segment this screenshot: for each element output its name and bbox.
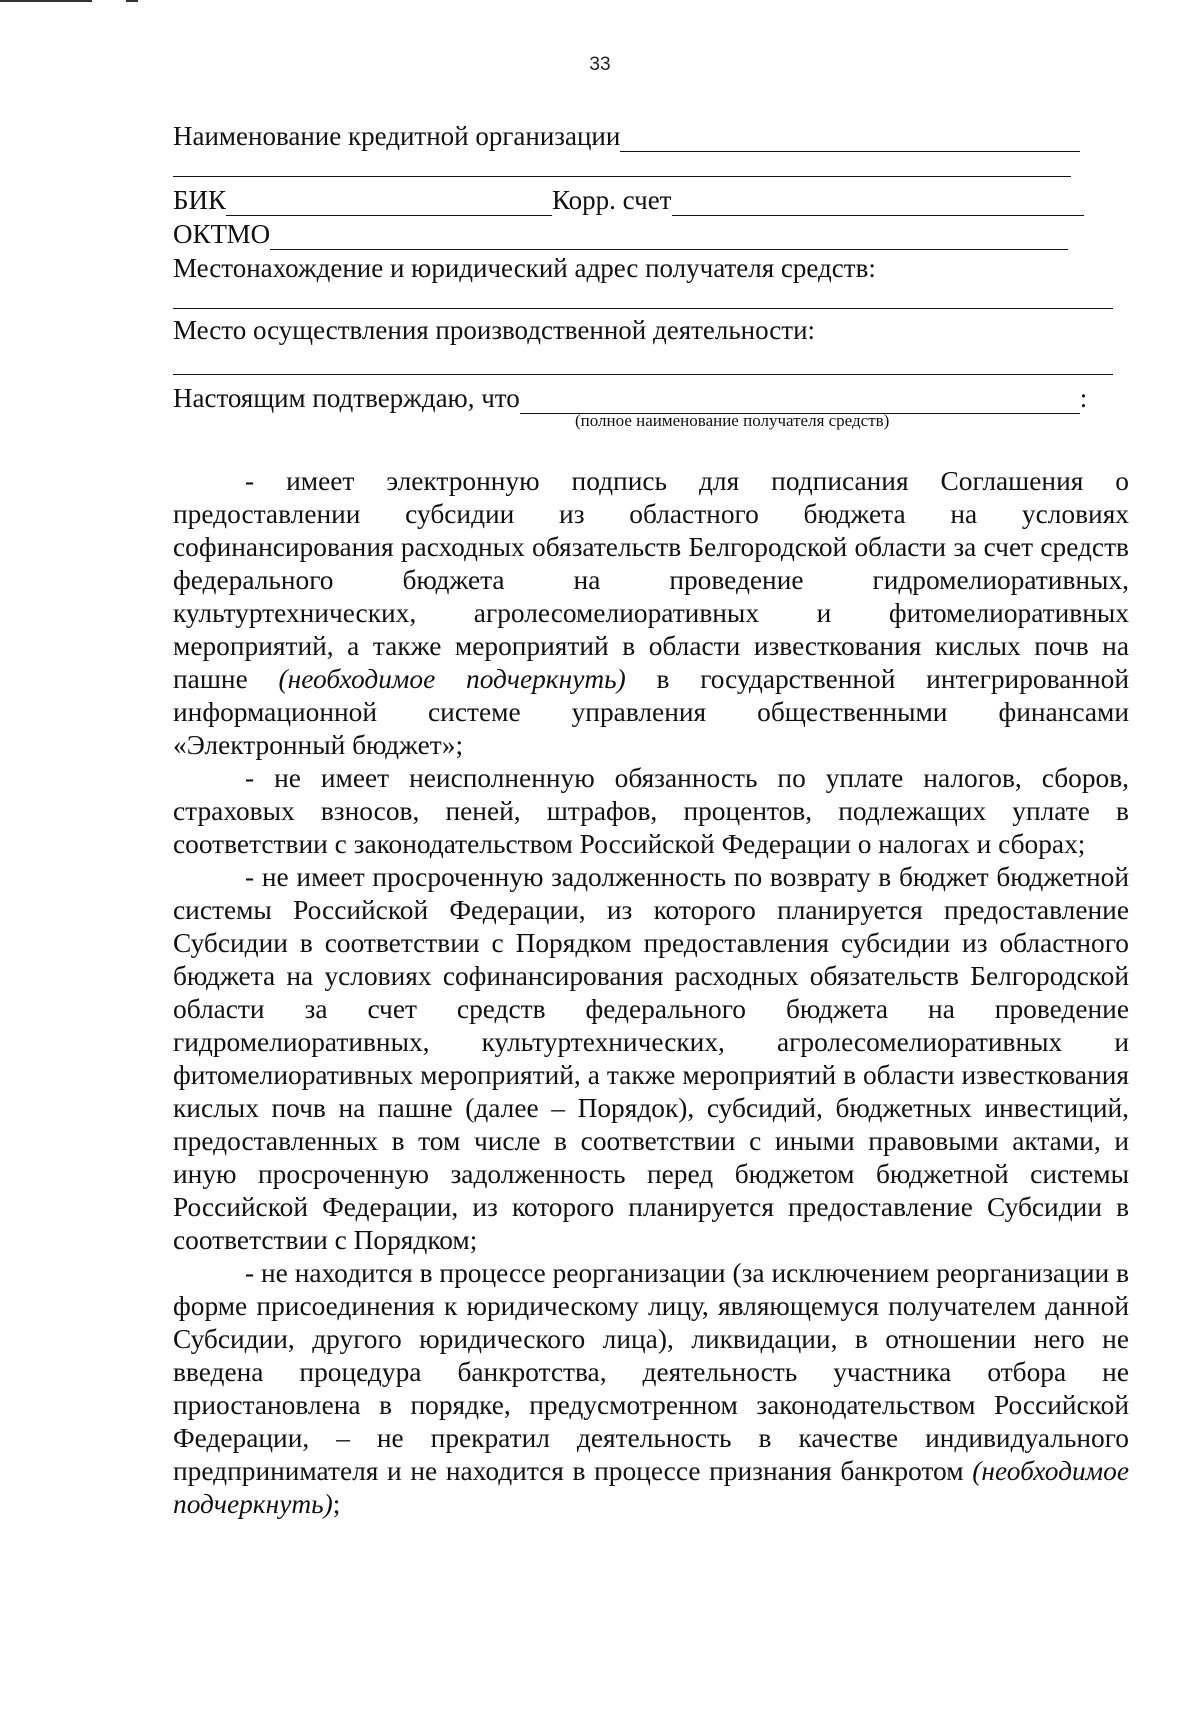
oktmo-field[interactable] [270,223,1068,250]
bik-row [173,184,1103,216]
oktmo-label: ОКТМО [173,219,271,249]
credit-org-continuation-line[interactable] [173,176,1071,177]
declaration-item-no-reorganization: - не находится в процессе реорганизации (за исключением реорганизации в форме присоединения к юридическому лицу, являющемуся получателем данной Субсидии, другого юридического лица), ликвидации, в отношении него не введена процедура банкротства, деятельность участника отбора не приостановлена в порядке, предусмотренном законодательством Российской Федерации, – не прекратил деятельность в качестве индивидуального предпринимателя и не находится в процессе признания банкротом (необходимое подчеркнуть); [173,1258,1129,1519]
confirm-row [173,382,1103,414]
declaration-item-no-overdue-debt: - не имеет просроченную задолженность по возврату в бюджет бюджетной системы Российской Федерации, из которого планируется предоставление Субсидии в соответствии с Порядком предоставления субсидии из областного бюджета на условиях софинансирования расходных обязательств Белгородской области за счет средств федерального бюджета на проведение гидромелиоративных, культуртехнических, агролесомелиоративных и фитомелиоративных мероприятий, а также мероприятий в области известкования кислых почв на пашне (далее – Порядок), субсидий, бюджетных инвестиций, предоставленных в том числе в соответствии с иными правовыми актами, и иную просроченную задолженность перед бюджетом бюджетной системы Российской Федерации, из которого планируется предоставление Субсидии в соответствии с Порядком; [173,862,1129,1255]
address-row [173,252,1103,284]
credit-org-label: Наименование кредитной организации [173,121,621,151]
recipient-name-caption: (полное наименование получателя средств) [575,411,890,430]
korr-label: Корр. счет [552,185,672,215]
declaration-item-e-signature: - имеет электронную подпись для подписания Соглашения о предоставлении субсидии из областного бюджета на условиях софинансирования расходных обязательств Белгородской области за счет средств федерального бюджета на проведение гидромелиоративных, культуртехнических, агролесомелиоративных и фитомелиоративных мероприятий, а также мероприятий в области известкования кислых почв на пашне (необходимое подчеркнуть) в государственной интегрированной информационной системе управления общественными финансами «Электронный бюджет»; [173,466,1129,760]
underline-note: (необходимое подчеркнуть) [278,664,626,694]
address-label: Местонахождение и юридический адрес получателя средств: [173,253,876,283]
production-place-row [173,314,1103,346]
credit-org-field[interactable] [620,125,1080,152]
oktmo-row [173,218,1103,250]
declaration-item-no-tax-debt: - не имеет неисполненную обязанность по уплате налогов, сборов, страховых взносов, пеней, штрафов, процентов, подлежащих уплате в соответствии с законодательством Российской Федерации о налогах и сборах; [173,763,1129,859]
production-place-label: Место осуществления производственной деятельности: [173,315,816,345]
production-place-field[interactable] [173,374,1113,375]
scan-edge-mark [0,0,92,2]
bik-label: БИК [173,185,227,215]
scan-edge-mark [126,0,138,2]
underline-note: (необходимое подчеркнуть) [173,1456,1129,1519]
confirm-colon: : [1079,383,1088,413]
korr-field[interactable] [672,189,1084,216]
recipient-name-field[interactable] [520,387,1080,414]
declaration-body [173,465,1129,1521]
bik-field[interactable] [226,189,552,216]
page-number: 33 [589,54,611,75]
credit-org-row [173,120,1103,152]
confirm-label: Настоящим подтверждаю, что [173,383,520,413]
address-field[interactable] [173,308,1113,309]
